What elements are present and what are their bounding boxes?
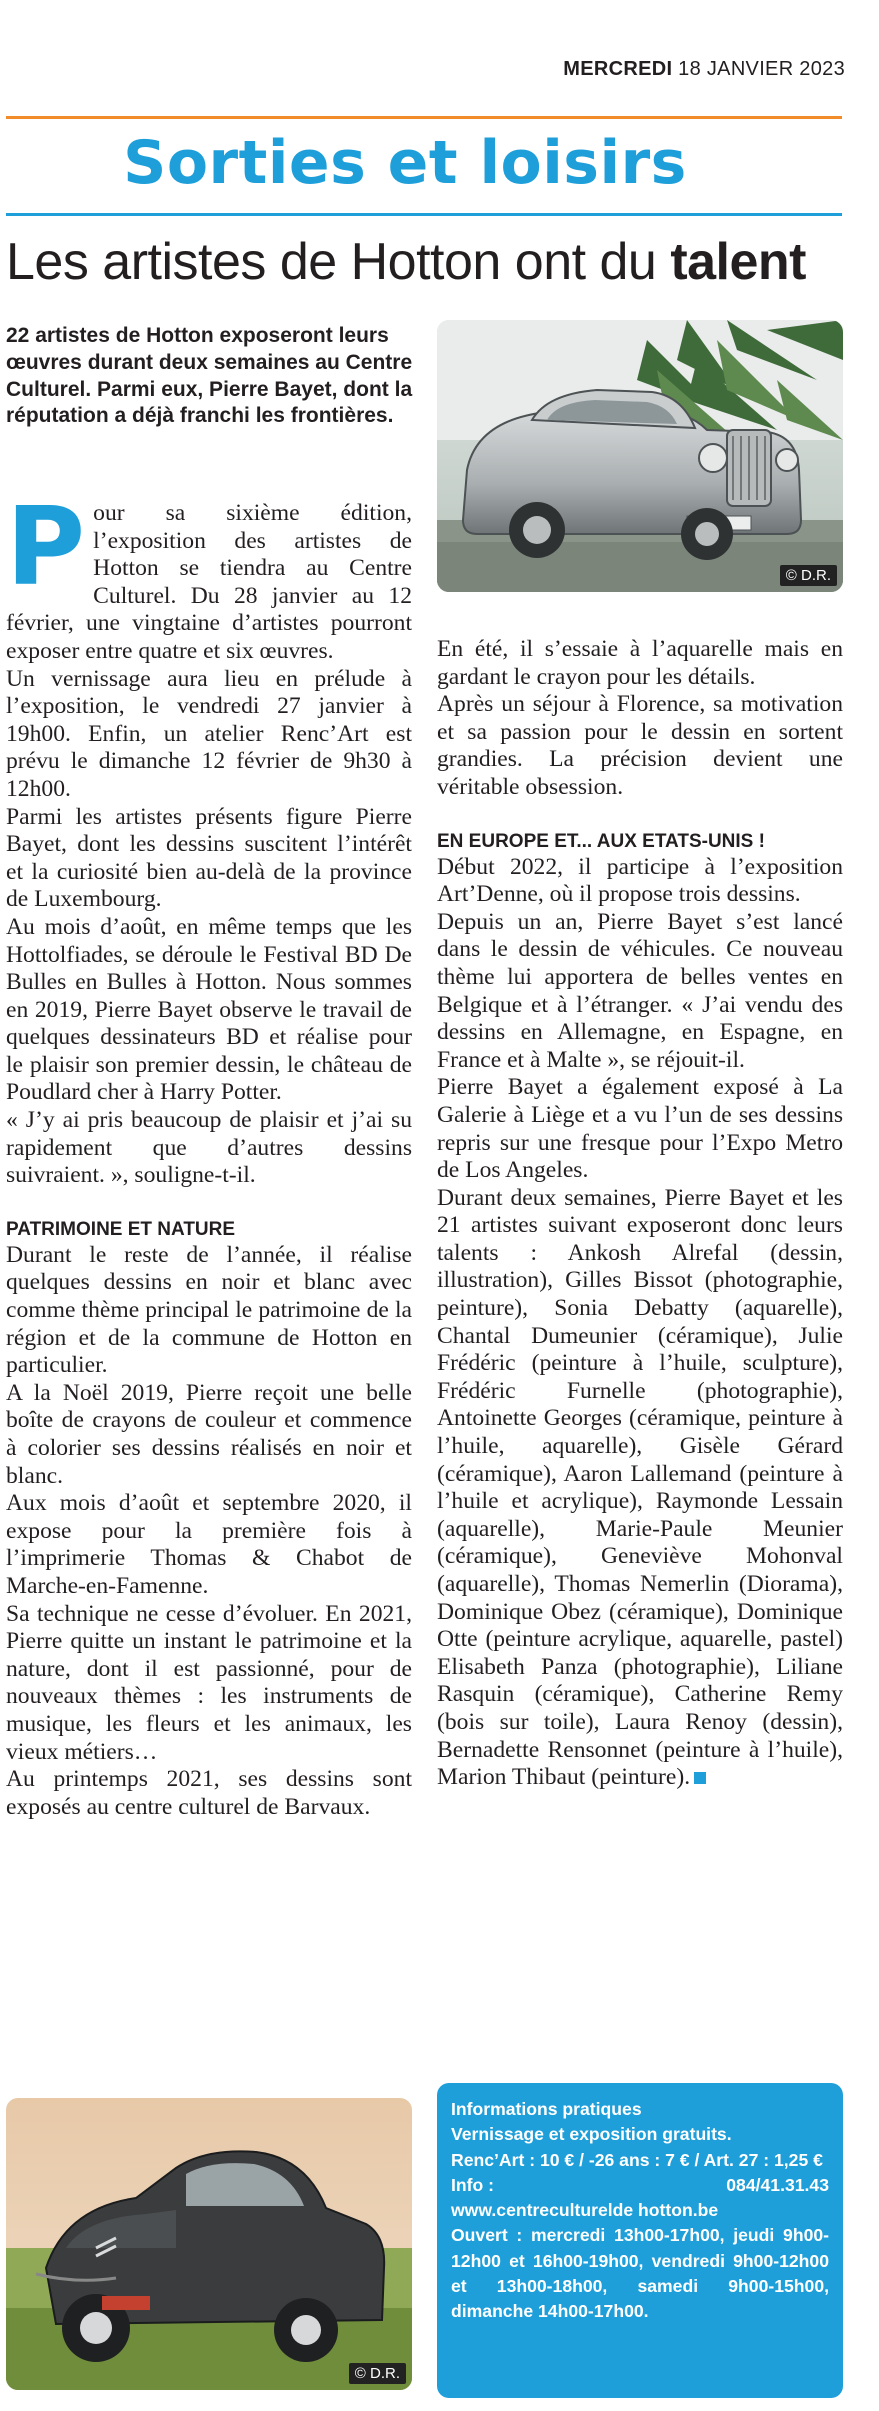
article-paragraph: Un vernissage aura lieu en prélude à l’exposition, le vendredi 27 janvier à 19h00. Enfin, un atelier Renc’Art est prévu le dimanche 12 février de 9h30 à 12h00.: [6, 665, 412, 802]
article-paragraph: Début 2022, il participe à l’exposition Art’Denne, où il propose trois dessins.: [437, 853, 843, 908]
article-paragraph: Durant deux semaines, Pierre Bayet et les 21 artistes suivant exposeront donc leurs talents : Ankosh Alrefal (dessin, illustration), Gilles Bissot (photographie, peinture), Sonia Debatty (aquarelle), Chantal Dumeunier (céramique), Julie Frédéric (peinture à l’huile, sculpture), Frédéric Furnelle (photographie), Antoinette Georges (céramique, peinture à l’huile, aquarelle), Gisèle Gérard (céramique), Aaron Lallemand (peinture à l’huile et acrylique), Raymonde Lessain (aquarelle), Marie-Paule Meunier (céramique), Geneviève Mohonval (aquarelle), Thomas Nemerlin (Diorama), Dominique Obez (céramique), Dominique Otte (peinture acrylique, aquarelle, pastel) Elisabeth Panza (photographie), Liliane Rasquin (céramique), Catherine Remy (bois sur toile), Laura Renoy (dessin), Bernadette Rensonnet (peinture à l’huile), Marion Thibaut (peinture).: [437, 1184, 843, 1791]
article-left-column: [6, 485, 412, 1821]
headline-bold: talent: [670, 233, 806, 291]
article-paragraph: Au printemps 2021, ses dessins sont exposés au centre culturel de Barvaux.: [6, 1766, 412, 1820]
info-title: Informations pratiques: [451, 2099, 642, 2119]
article-paragraph: En été, il s’essaie à l’aquarelle mais en gardant le crayon pour les détails.: [437, 636, 843, 690]
headline-main: Les artistes de Hotton ont du: [6, 233, 671, 291]
article-paragraph: Depuis un an, Pierre Bayet s’est lancé dans le dessin de véhicules. Ce nouveau thème lui apportera de belles ventes en Belgique et à l’étranger. « J’ai vendu des dessins en Allemagne, en Espagne, en France et à Malte », se réjouit-il.: [437, 908, 843, 1073]
article-right-column: [437, 636, 843, 1792]
blue-square-icon: [694, 1772, 706, 1784]
info-prices: Renc’Art : 10 € / -26 ans : 7 € / Art. 27 : 1,25 €: [451, 2149, 823, 2170]
date-weekday: MERCREDI: [563, 58, 673, 80]
subheading: PATRIMOINE ET NATURE: [6, 1218, 236, 1240]
article-paragraph: « J’y ai pris beaucoup de plaisir et j’ai su rapidement que d’autres dessins suivraient. », souligne-t-il.: [6, 1107, 412, 1189]
info-phone[interactable]: 084/41.31.43: [726, 2174, 829, 2195]
publication-date: [563, 58, 845, 81]
article-paragraph: Sa technique ne cesse d’évoluer. En 2021, Pierre quitte un instant le patrimoine et la nature, dont il est passionné, pour de nouveaux thèmes : les instruments de musique, les fleurs et les animaux, les vieux métiers…: [6, 1600, 412, 1765]
article-paragraph: Au mois d’août, en même temps que les Hottolfiades, se déroule le Festival BD De Bulles en Bulles à Hotton. Nous sommes en 2019, Pierre Bayet observe le travail de quelques dessinateurs BD et réalise pour le plaisir son premier dessin, le château de Poudlard cher à Harry Potter.: [6, 913, 412, 1106]
citroen-drawing-photo: [6, 2098, 412, 2390]
subheading: EN EUROPE ET... AUX ETATS-UNIS !: [437, 830, 765, 852]
section-rule: [6, 213, 842, 216]
article-paragraph: Pour sa sixième édition, l’exposition des artistes de Hotton se tiendra au Centre Culturel. Du 28 janvier au 12 février, une vingtaine d’artistes pourront exposer entre quatre et six œuvres.: [6, 485, 412, 664]
info-website[interactable]: www.centreculturelde hotton.be: [451, 2200, 719, 2221]
article-paragraph: A la Noël 2019, Pierre reçoit une belle boîte de crayons de couleur et commence à colorier ses dessins réalisés en noir et blanc.: [6, 1379, 412, 1489]
article-paragraph: Durant le reste de l’année, il réalise quelques dessins en noir et blanc avec comme thème principal le patrimoine de la région et de la commune de Hotton en particulier.: [6, 1241, 412, 1379]
article-paragraph: Pierre Bayet a également exposé à La Galerie à Liège et a vu l’un de ses dessins repris sur une fresque pour l’Expo Metro de Los Angeles.: [437, 1074, 843, 1184]
car-drawing-photo: [437, 320, 843, 592]
article-paragraph: Aux mois d’août et septembre 2020, il expose pour la première fois à l’imprimerie Thomas & Chabot de Marche-en-Famenne.: [6, 1490, 412, 1599]
info-hours: Ouvert : mercredi 13h00-17h00, jeudi 9h00-12h00 et 16h00-19h00, vendredi 9h00-12h00 et 13h00-18h00, samedi 9h00-15h00, dimanche 14h00-17h00.: [451, 2225, 829, 2322]
top-rule: [6, 116, 842, 119]
info-contact-row: [451, 2173, 829, 2198]
info-label: Info :: [451, 2174, 494, 2195]
mercedes-drawing-illustration: [437, 320, 843, 592]
info-box: [437, 2083, 843, 2398]
photo-credit: © D.R.: [349, 2363, 406, 2384]
date-rest: 18 JANVIER 2023: [678, 58, 845, 80]
photo-credit: © D.R.: [780, 565, 837, 586]
article-paragraph: Parmi les artistes présents figure Pierre Bayet, dont les dessins suscitent l’intérêt et la curiosité bien au-delà de la province de Luxembourg.: [6, 803, 412, 913]
article-lead: 22 artistes de Hotton exposeront leurs œuvres durant deux semaines au Centre Culturel. Parmi eux, Pierre Bayet, dont la réputation a déjà franchi les frontières.: [6, 324, 413, 428]
article-paragraph: Après un séjour à Florence, sa motivation et sa passion pour le dessin en sortent grandies. La précision devient une véritable obsession.: [437, 691, 843, 800]
drop-cap: P: [6, 485, 86, 610]
citroen-drawing-illustration: [6, 2098, 412, 2390]
info-line: Vernissage et exposition gratuits.: [451, 2124, 732, 2145]
section-title: Sorties et loisirs: [123, 128, 687, 198]
headline: [6, 232, 842, 292]
